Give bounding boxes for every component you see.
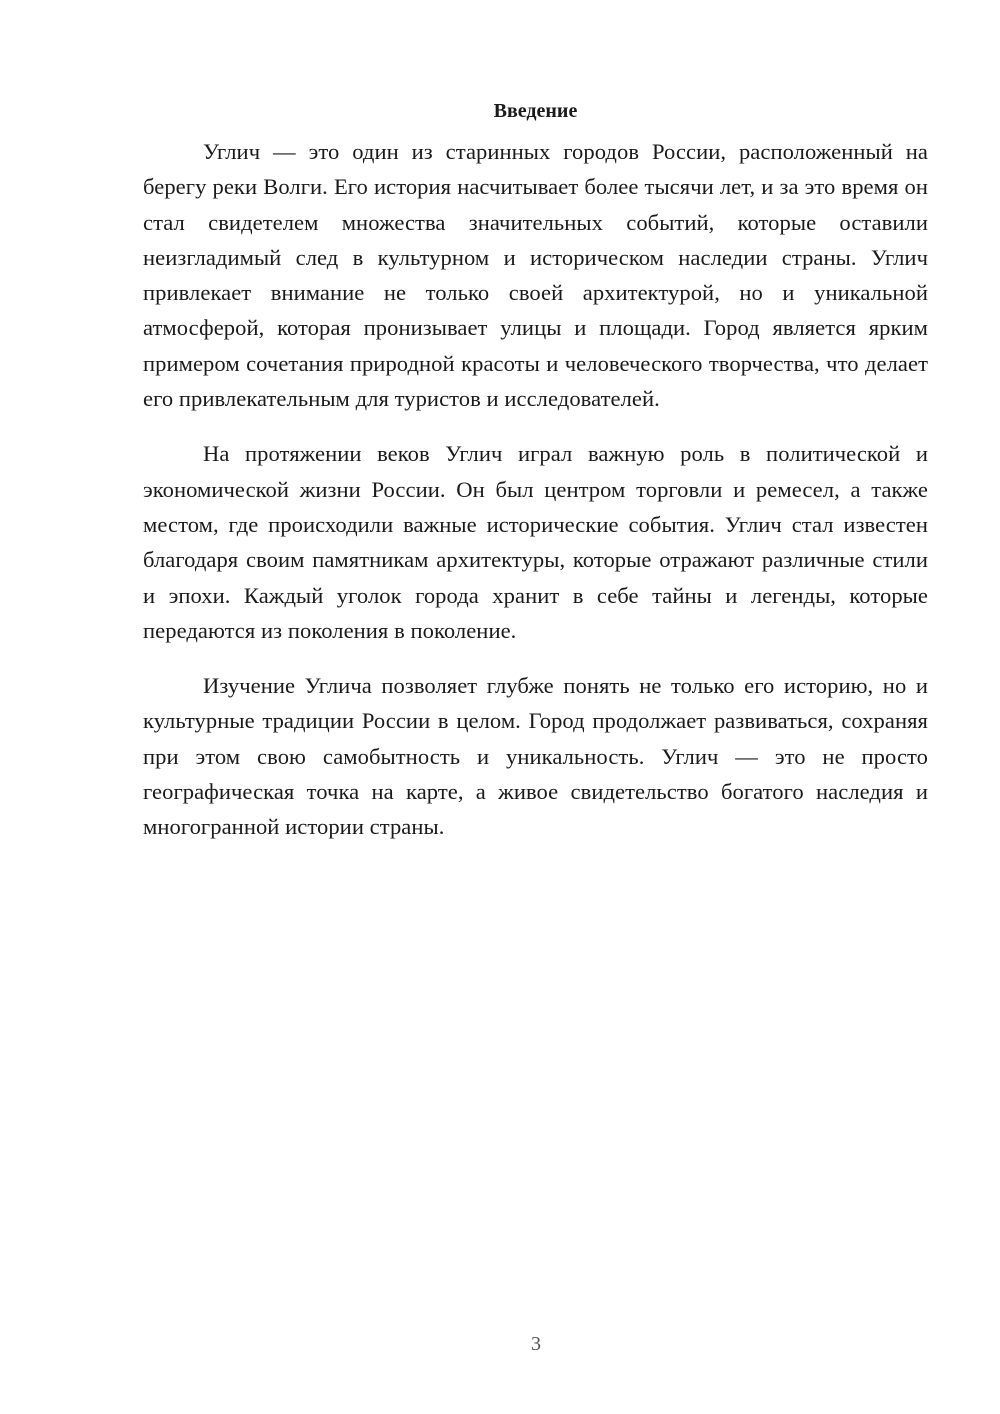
section-heading: Введение — [493, 100, 578, 122]
paragraph-2: На протяжении веков Углич играл важную роль в политической и экономической жизни России. Он был центром торговли и ремесел, а также местом, где происходили важные исторические события. Углич стал известен благодаря своим памятникам архитектуры, которые отражают различные стили и эпохи. Каждый уголок города хранит в себе тайны и легенды, которые передаются из поколения в поколение. — [143, 441, 928, 643]
page-number: 3 — [531, 1333, 541, 1355]
paragraph-3: Изучение Углича позволяет глубже понять не только его историю, но и культурные традиции России в целом. Город продолжает развиваться, сохраняя при этом свою самобытность и уникальность. Углич — это не просто географическая точка на карте, а живое свидетельство богатого наследия и многогранной истории страны. — [143, 673, 928, 840]
page-content — [143, 96, 928, 865]
paragraph-1: Углич — это один из старинных городов России, расположенный на берегу реки Волги. Его история насчитывает более тысячи лет, и за это время он стал свидетелем множества значительных событий, которые оставили неизгладимый след в культурном и историческом наследии страны. Углич привлекает внимание не только своей архитектурой, но и уникальной атмосферой, которая пронизывает улицы и площади. Город является ярким примером сочетания природной красоты и человеческого творчества, что делает его привлекательным для туристов и исследователей. — [143, 139, 928, 412]
